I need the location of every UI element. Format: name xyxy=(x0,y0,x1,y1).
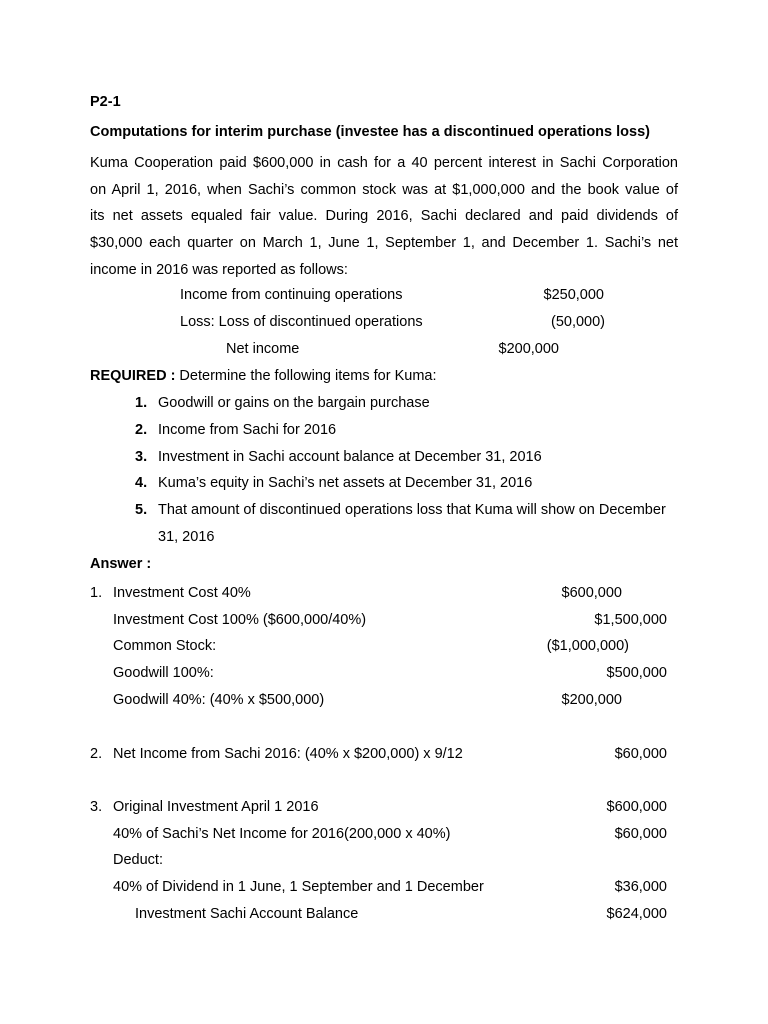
answer-row-value: $600,000 xyxy=(606,799,667,815)
answer-number: 1. xyxy=(90,585,103,601)
answer-row-label: 40% of Dividend in 1 June, 1 September and 1 December xyxy=(113,879,484,895)
answer-row-value: $624,000 xyxy=(606,906,667,922)
required-text: Determine the following items for Kuma: xyxy=(175,368,437,384)
list-number: 4. xyxy=(135,475,148,491)
answer-row-label: Goodwill 40%: (40% x $500,000) xyxy=(113,692,325,708)
intro-line: on April 1, 2016, when Sachi’s common stock was at $1,000,000 and the book value of xyxy=(90,181,678,198)
answer-row-label: Deduct: xyxy=(113,852,163,868)
answer-number: 3. xyxy=(90,799,103,815)
list-item: Goodwill or gains on the bargain purchase xyxy=(158,395,430,411)
answer-row-value: $200,000 xyxy=(561,692,622,708)
list-item: Income from Sachi for 2016 xyxy=(158,422,337,438)
list-item-continuation: 31, 2016 xyxy=(158,529,215,545)
income-row-label: Net income xyxy=(226,341,300,357)
heading: Computations for interim purchase (investee has a discontinued operations loss) xyxy=(90,124,650,140)
answer-row-value: $1,500,000 xyxy=(594,612,667,628)
required-label: REQUIRED : xyxy=(90,368,176,384)
answer-number: 2. xyxy=(90,746,103,762)
answer-row-value: ($1,000,000) xyxy=(546,638,629,654)
list-number: 2. xyxy=(135,422,148,438)
answer-row-label: 40% of Sachi’s Net Income for 2016(200,000 x 40%) xyxy=(113,826,451,842)
answer-row-label: Investment Cost 100% ($600,000/40%) xyxy=(113,612,367,628)
intro-line: Kuma Cooperation paid $600,000 in cash for a 40 percent interest in Sachi Corporation xyxy=(90,155,678,171)
intro-paragraph xyxy=(90,150,678,284)
income-row-value: (50,000) xyxy=(550,314,605,330)
list-item: Investment in Sachi account balance at December 31, 2016 xyxy=(158,449,542,465)
income-row-label: Income from continuing operations xyxy=(180,287,403,303)
answer-row-label: Original Investment April 1 2016 xyxy=(113,799,319,815)
answer-row-label: Goodwill 100%: xyxy=(113,665,214,681)
answer-row-value: $60,000 xyxy=(614,746,667,762)
income-row-label: Loss: Loss of discontinued operations xyxy=(180,314,423,330)
answer-row-label: Investment Sachi Account Balance xyxy=(135,906,359,922)
answer-row-value: $600,000 xyxy=(561,585,622,601)
intro-line: $30,000 each quarter on March 1, June 1, September 1, and December 1. Sachi’s net xyxy=(90,235,678,252)
answer-label: Answer : xyxy=(90,556,152,572)
list-item: Kuma’s equity in Sachi’s net assets at December 31, 2016 xyxy=(158,475,533,491)
intro-line: income in 2016 was reported as follows: xyxy=(90,261,348,278)
income-row-value: $200,000 xyxy=(498,341,559,357)
intro-line: its net assets equaled fair value. During 2016, Sachi declared and paid dividends of xyxy=(90,208,678,225)
list-number: 3. xyxy=(135,449,148,465)
income-row-value: $250,000 xyxy=(543,287,604,303)
answer-row-label: Investment Cost 40% xyxy=(113,585,251,601)
answer-row-label: Net Income from Sachi 2016: (40% x $200,000) x 9/12 xyxy=(113,746,463,762)
answer-row-value: $36,000 xyxy=(614,879,667,895)
list-item: That amount of discontinued operations loss that Kuma will show on December xyxy=(158,502,666,518)
answer-row-value: $500,000 xyxy=(606,665,667,681)
required-line xyxy=(90,366,437,386)
problem-id: P2-1 xyxy=(90,94,121,110)
list-number: 1. xyxy=(135,395,148,411)
answer-row-value: $60,000 xyxy=(614,826,667,842)
list-number: 5. xyxy=(135,502,148,518)
answer-row-label: Common Stock: xyxy=(113,638,217,654)
